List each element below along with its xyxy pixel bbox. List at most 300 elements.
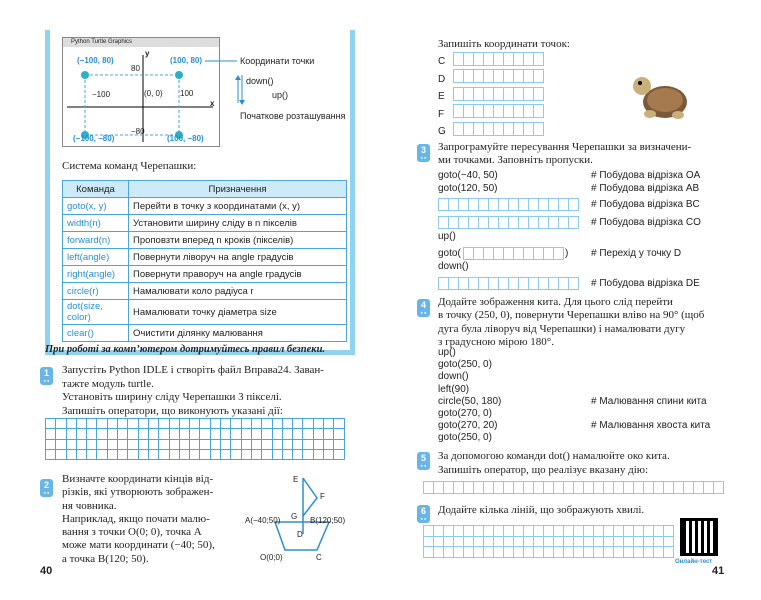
grid-cell[interactable] — [529, 278, 539, 290]
grid-cell[interactable] — [444, 526, 454, 537]
grid-cell[interactable] — [644, 482, 654, 494]
grid-cell[interactable] — [519, 278, 529, 290]
grid-cell[interactable] — [303, 419, 313, 429]
grid-cell[interactable] — [464, 123, 474, 136]
grid-cell[interactable] — [554, 248, 564, 260]
grid-cell[interactable] — [293, 450, 303, 460]
grid-cell[interactable] — [539, 278, 549, 290]
grid-cell[interactable] — [694, 482, 704, 494]
grid-cell[interactable] — [634, 526, 644, 537]
grid-cell[interactable] — [559, 199, 569, 211]
grid-cell[interactable] — [494, 70, 504, 83]
grid-cell[interactable] — [539, 199, 549, 211]
grid-cell[interactable] — [504, 537, 514, 548]
grid-cell[interactable] — [544, 482, 554, 494]
grid-cell[interactable] — [514, 537, 524, 548]
grid-cell[interactable] — [489, 278, 499, 290]
grid-cell[interactable] — [159, 429, 169, 439]
grid-cell[interactable] — [283, 429, 293, 439]
grid-cell[interactable] — [614, 526, 624, 537]
grid-cell[interactable] — [439, 278, 449, 290]
grid-cell[interactable] — [139, 429, 149, 439]
grid-cell[interactable] — [544, 537, 554, 548]
grid-cell[interactable] — [334, 419, 344, 429]
answer-grid[interactable] — [423, 525, 674, 558]
grid-cell[interactable] — [504, 526, 514, 537]
grid-cell[interactable] — [454, 105, 464, 118]
grid-cell[interactable] — [128, 440, 138, 450]
grid-cell[interactable] — [454, 537, 464, 548]
grid-cell[interactable] — [464, 537, 474, 548]
grid-cell[interactable] — [494, 53, 504, 66]
grid-cell[interactable] — [534, 88, 544, 101]
code-input-grid[interactable] — [463, 247, 564, 260]
grid-cell[interactable] — [77, 440, 87, 450]
grid-cell[interactable] — [454, 526, 464, 537]
grid-cell[interactable] — [242, 440, 252, 450]
grid-cell[interactable] — [87, 440, 97, 450]
grid-cell[interactable] — [242, 429, 252, 439]
grid-cell[interactable] — [87, 450, 97, 460]
grid-cell[interactable] — [474, 88, 484, 101]
grid-cell[interactable] — [190, 419, 200, 429]
grid-cell[interactable] — [170, 440, 180, 450]
grid-cell[interactable] — [97, 440, 107, 450]
grid-cell[interactable] — [549, 199, 559, 211]
grid-cell[interactable] — [128, 429, 138, 439]
grid-cell[interactable] — [634, 537, 644, 548]
grid-cell[interactable] — [170, 429, 180, 439]
grid-cell[interactable] — [484, 88, 494, 101]
grid-cell[interactable] — [424, 547, 434, 558]
grid-cell[interactable] — [444, 537, 454, 548]
grid-cell[interactable] — [504, 248, 514, 260]
grid-cell[interactable] — [554, 526, 564, 537]
grid-cell[interactable] — [231, 419, 241, 429]
grid-cell[interactable] — [624, 482, 634, 494]
grid-cell[interactable] — [242, 419, 252, 429]
grid-cell[interactable] — [474, 482, 484, 494]
grid-cell[interactable] — [434, 547, 444, 558]
grid-cell[interactable] — [97, 429, 107, 439]
grid-cell[interactable] — [444, 482, 454, 494]
grid-cell[interactable] — [564, 482, 574, 494]
coord-input-grid[interactable] — [453, 122, 544, 136]
grid-cell[interactable] — [604, 547, 614, 558]
grid-cell[interactable] — [544, 248, 554, 260]
grid-cell[interactable] — [494, 88, 504, 101]
grid-cell[interactable] — [434, 482, 444, 494]
grid-cell[interactable] — [464, 53, 474, 66]
grid-cell[interactable] — [524, 482, 534, 494]
coord-input-grid[interactable] — [453, 104, 544, 118]
grid-cell[interactable] — [108, 450, 118, 460]
grid-cell[interactable] — [489, 217, 499, 229]
grid-cell[interactable] — [108, 429, 118, 439]
grid-cell[interactable] — [273, 429, 283, 439]
grid-cell[interactable] — [469, 278, 479, 290]
grid-cell[interactable] — [262, 429, 272, 439]
grid-cell[interactable] — [469, 199, 479, 211]
grid-cell[interactable] — [67, 429, 77, 439]
grid-cell[interactable] — [574, 537, 584, 548]
grid-cell[interactable] — [454, 123, 464, 136]
grid-cell[interactable] — [474, 547, 484, 558]
grid-cell[interactable] — [644, 526, 654, 537]
grid-cell[interactable] — [479, 278, 489, 290]
grid-cell[interactable] — [634, 482, 644, 494]
grid-cell[interactable] — [504, 105, 514, 118]
grid-cell[interactable] — [529, 199, 539, 211]
grid-cell[interactable] — [469, 217, 479, 229]
grid-cell[interactable] — [464, 526, 474, 537]
grid-cell[interactable] — [494, 123, 504, 136]
grid-cell[interactable] — [634, 547, 644, 558]
grid-cell[interactable] — [128, 419, 138, 429]
grid-cell[interactable] — [514, 526, 524, 537]
grid-cell[interactable] — [499, 217, 509, 229]
grid-cell[interactable] — [534, 105, 544, 118]
grid-cell[interactable] — [484, 482, 494, 494]
grid-cell[interactable] — [604, 537, 614, 548]
grid-cell[interactable] — [424, 482, 434, 494]
grid-cell[interactable] — [459, 199, 469, 211]
grid-cell[interactable] — [594, 547, 604, 558]
grid-cell[interactable] — [314, 429, 324, 439]
grid-cell[interactable] — [118, 450, 128, 460]
grid-cell[interactable] — [664, 526, 674, 537]
grid-cell[interactable] — [569, 217, 579, 229]
grid-cell[interactable] — [559, 217, 569, 229]
grid-cell[interactable] — [479, 217, 489, 229]
grid-cell[interactable] — [479, 199, 489, 211]
coord-input-grid[interactable] — [453, 87, 544, 101]
grid-cell[interactable] — [159, 450, 169, 460]
grid-cell[interactable] — [504, 70, 514, 83]
grid-cell[interactable] — [534, 53, 544, 66]
grid-cell[interactable] — [273, 419, 283, 429]
grid-cell[interactable] — [494, 537, 504, 548]
grid-cell[interactable] — [221, 440, 231, 450]
qr-code-icon[interactable] — [680, 518, 718, 556]
grid-cell[interactable] — [128, 450, 138, 460]
grid-cell[interactable] — [314, 419, 324, 429]
grid-cell[interactable] — [231, 440, 241, 450]
grid-cell[interactable] — [87, 419, 97, 429]
grid-cell[interactable] — [614, 547, 624, 558]
grid-cell[interactable] — [509, 278, 519, 290]
grid-cell[interactable] — [524, 123, 534, 136]
grid-cell[interactable] — [324, 429, 334, 439]
grid-cell[interactable] — [494, 526, 504, 537]
grid-cell[interactable] — [534, 482, 544, 494]
grid-cell[interactable] — [46, 440, 56, 450]
grid-cell[interactable] — [67, 450, 77, 460]
grid-cell[interactable] — [159, 419, 169, 429]
grid-cell[interactable] — [221, 419, 231, 429]
grid-cell[interactable] — [594, 526, 604, 537]
grid-cell[interactable] — [644, 547, 654, 558]
grid-cell[interactable] — [704, 482, 714, 494]
grid-cell[interactable] — [474, 537, 484, 548]
grid-cell[interactable] — [534, 123, 544, 136]
grid-cell[interactable] — [474, 123, 484, 136]
grid-cell[interactable] — [149, 419, 159, 429]
grid-cell[interactable] — [554, 537, 564, 548]
grid-cell[interactable] — [664, 537, 674, 548]
grid-cell[interactable] — [494, 248, 504, 260]
grid-cell[interactable] — [314, 440, 324, 450]
grid-cell[interactable] — [514, 88, 524, 101]
grid-cell[interactable] — [514, 123, 524, 136]
grid-cell[interactable] — [504, 88, 514, 101]
grid-cell[interactable] — [594, 482, 604, 494]
grid-cell[interactable] — [624, 537, 634, 548]
grid-cell[interactable] — [46, 450, 56, 460]
grid-cell[interactable] — [211, 419, 221, 429]
grid-cell[interactable] — [544, 547, 554, 558]
coord-input-grid[interactable] — [453, 69, 544, 83]
code-input-grid[interactable] — [438, 277, 579, 290]
grid-cell[interactable] — [534, 526, 544, 537]
grid-cell[interactable] — [484, 123, 494, 136]
grid-cell[interactable] — [200, 429, 210, 439]
grid-cell[interactable] — [46, 419, 56, 429]
grid-cell[interactable] — [534, 547, 544, 558]
grid-cell[interactable] — [46, 429, 56, 439]
grid-cell[interactable] — [474, 53, 484, 66]
grid-cell[interactable] — [459, 217, 469, 229]
grid-cell[interactable] — [118, 419, 128, 429]
grid-cell[interactable] — [149, 429, 159, 439]
grid-cell[interactable] — [303, 450, 313, 460]
grid-cell[interactable] — [273, 440, 283, 450]
grid-cell[interactable] — [524, 248, 534, 260]
grid-cell[interactable] — [252, 440, 262, 450]
grid-cell[interactable] — [200, 419, 210, 429]
grid-cell[interactable] — [334, 429, 344, 439]
grid-cell[interactable] — [252, 450, 262, 460]
grid-cell[interactable] — [504, 547, 514, 558]
grid-cell[interactable] — [221, 450, 231, 460]
grid-cell[interactable] — [664, 547, 674, 558]
grid-cell[interactable] — [439, 217, 449, 229]
grid-cell[interactable] — [464, 70, 474, 83]
grid-cell[interactable] — [262, 440, 272, 450]
grid-cell[interactable] — [434, 537, 444, 548]
grid-cell[interactable] — [454, 53, 464, 66]
grid-cell[interactable] — [190, 429, 200, 439]
grid-cell[interactable] — [684, 482, 694, 494]
grid-cell[interactable] — [324, 440, 334, 450]
grid-cell[interactable] — [554, 547, 564, 558]
grid-cell[interactable] — [654, 547, 664, 558]
grid-cell[interactable] — [604, 482, 614, 494]
grid-cell[interactable] — [180, 429, 190, 439]
grid-cell[interactable] — [514, 248, 524, 260]
grid-cell[interactable] — [544, 526, 554, 537]
grid-cell[interactable] — [108, 440, 118, 450]
grid-cell[interactable] — [564, 537, 574, 548]
grid-cell[interactable] — [67, 419, 77, 429]
grid-cell[interactable] — [484, 53, 494, 66]
grid-cell[interactable] — [519, 217, 529, 229]
grid-cell[interactable] — [108, 419, 118, 429]
grid-cell[interactable] — [464, 105, 474, 118]
grid-cell[interactable] — [514, 70, 524, 83]
grid-cell[interactable] — [564, 526, 574, 537]
grid-cell[interactable] — [574, 526, 584, 537]
grid-cell[interactable] — [56, 419, 66, 429]
grid-cell[interactable] — [464, 482, 474, 494]
grid-cell[interactable] — [474, 248, 484, 260]
grid-cell[interactable] — [584, 482, 594, 494]
grid-cell[interactable] — [231, 450, 241, 460]
grid-cell[interactable] — [77, 450, 87, 460]
grid-cell[interactable] — [504, 482, 514, 494]
grid-cell[interactable] — [56, 450, 66, 460]
grid-cell[interactable] — [654, 537, 664, 548]
answer-grid[interactable] — [423, 481, 724, 494]
grid-cell[interactable] — [654, 526, 664, 537]
grid-cell[interactable] — [334, 450, 344, 460]
grid-cell[interactable] — [484, 248, 494, 260]
grid-cell[interactable] — [283, 450, 293, 460]
grid-cell[interactable] — [211, 440, 221, 450]
grid-cell[interactable] — [514, 547, 524, 558]
grid-cell[interactable] — [454, 88, 464, 101]
grid-cell[interactable] — [87, 429, 97, 439]
grid-cell[interactable] — [449, 217, 459, 229]
grid-cell[interactable] — [283, 419, 293, 429]
grid-cell[interactable] — [514, 105, 524, 118]
grid-cell[interactable] — [509, 217, 519, 229]
grid-cell[interactable] — [439, 199, 449, 211]
grid-cell[interactable] — [324, 419, 334, 429]
grid-cell[interactable] — [624, 526, 634, 537]
grid-cell[interactable] — [474, 526, 484, 537]
grid-cell[interactable] — [334, 440, 344, 450]
grid-cell[interactable] — [484, 105, 494, 118]
grid-cell[interactable] — [139, 440, 149, 450]
grid-cell[interactable] — [242, 450, 252, 460]
grid-cell[interactable] — [524, 547, 534, 558]
grid-cell[interactable] — [474, 70, 484, 83]
grid-cell[interactable] — [524, 526, 534, 537]
grid-cell[interactable] — [454, 547, 464, 558]
grid-cell[interactable] — [624, 547, 634, 558]
grid-cell[interactable] — [519, 199, 529, 211]
grid-cell[interactable] — [584, 526, 594, 537]
grid-cell[interactable] — [170, 419, 180, 429]
grid-cell[interactable] — [273, 450, 283, 460]
grid-cell[interactable] — [614, 537, 624, 548]
grid-cell[interactable] — [464, 248, 474, 260]
grid-cell[interactable] — [644, 537, 654, 548]
grid-cell[interactable] — [654, 482, 664, 494]
grid-cell[interactable] — [180, 450, 190, 460]
grid-cell[interactable] — [293, 419, 303, 429]
grid-cell[interactable] — [200, 440, 210, 450]
grid-cell[interactable] — [293, 429, 303, 439]
grid-cell[interactable] — [221, 429, 231, 439]
grid-cell[interactable] — [499, 199, 509, 211]
grid-cell[interactable] — [444, 547, 454, 558]
grid-cell[interactable] — [504, 53, 514, 66]
grid-cell[interactable] — [494, 105, 504, 118]
grid-cell[interactable] — [139, 419, 149, 429]
grid-cell[interactable] — [67, 440, 77, 450]
grid-cell[interactable] — [149, 440, 159, 450]
grid-cell[interactable] — [449, 199, 459, 211]
grid-cell[interactable] — [514, 53, 524, 66]
grid-cell[interactable] — [534, 248, 544, 260]
grid-cell[interactable] — [534, 537, 544, 548]
grid-cell[interactable] — [118, 440, 128, 450]
grid-cell[interactable] — [549, 217, 559, 229]
grid-cell[interactable] — [714, 482, 724, 494]
grid-cell[interactable] — [514, 482, 524, 494]
grid-cell[interactable] — [489, 199, 499, 211]
grid-cell[interactable] — [200, 450, 210, 460]
grid-cell[interactable] — [674, 482, 684, 494]
grid-cell[interactable] — [262, 450, 272, 460]
grid-cell[interactable] — [474, 105, 484, 118]
grid-cell[interactable] — [424, 526, 434, 537]
grid-cell[interactable] — [464, 88, 474, 101]
grid-cell[interactable] — [77, 419, 87, 429]
grid-cell[interactable] — [574, 482, 584, 494]
code-input-grid[interactable] — [438, 216, 579, 229]
grid-cell[interactable] — [159, 440, 169, 450]
code-input-grid[interactable] — [438, 198, 579, 211]
grid-cell[interactable] — [314, 450, 324, 460]
grid-cell[interactable] — [180, 440, 190, 450]
grid-cell[interactable] — [499, 278, 509, 290]
grid-cell[interactable] — [594, 537, 604, 548]
grid-cell[interactable] — [97, 419, 107, 429]
grid-cell[interactable] — [139, 450, 149, 460]
grid-cell[interactable] — [449, 278, 459, 290]
grid-cell[interactable] — [211, 450, 221, 460]
grid-cell[interactable] — [149, 450, 159, 460]
grid-cell[interactable] — [97, 450, 107, 460]
grid-cell[interactable] — [509, 199, 519, 211]
grid-cell[interactable] — [584, 547, 594, 558]
grid-cell[interactable] — [424, 537, 434, 548]
grid-cell[interactable] — [524, 537, 534, 548]
grid-cell[interactable] — [529, 217, 539, 229]
grid-cell[interactable] — [564, 547, 574, 558]
grid-cell[interactable] — [604, 526, 614, 537]
grid-cell[interactable] — [549, 278, 559, 290]
grid-cell[interactable] — [262, 419, 272, 429]
grid-cell[interactable] — [574, 547, 584, 558]
grid-cell[interactable] — [211, 429, 221, 439]
grid-cell[interactable] — [539, 217, 549, 229]
grid-cell[interactable] — [293, 440, 303, 450]
grid-cell[interactable] — [454, 70, 464, 83]
grid-cell[interactable] — [170, 450, 180, 460]
grid-cell[interactable] — [118, 429, 128, 439]
grid-cell[interactable] — [504, 123, 514, 136]
grid-cell[interactable] — [554, 482, 564, 494]
grid-cell[interactable] — [180, 419, 190, 429]
grid-cell[interactable] — [569, 199, 579, 211]
grid-cell[interactable] — [484, 526, 494, 537]
grid-cell[interactable] — [77, 429, 87, 439]
grid-cell[interactable] — [303, 440, 313, 450]
